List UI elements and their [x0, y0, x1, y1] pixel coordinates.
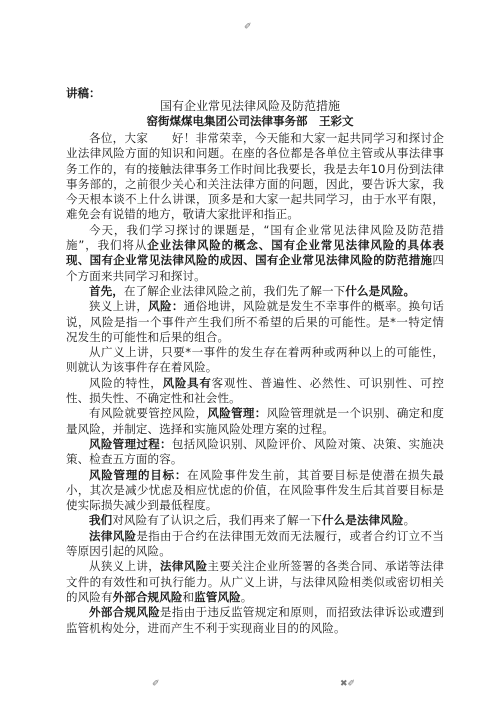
- body-paragraph: [66, 376, 444, 407]
- text-run: 风险管理就是一个识别、确定和度量风险，并制定、选择和实施风险处理方案的过程。: [66, 406, 445, 436]
- text-run: 通俗地讲，风险就是发生不幸事件的概率。换句话说，风险是指一个事件产生我们所不希望的后果的可能性。是*一特定情况发生的可能性和后果的组合。: [66, 299, 445, 344]
- text-run: 各位，大家 好！非常荣幸，今天能和大家一起共同学习和探讨企业法律风险方面的知识和问题。在座的各位都是各单位主管或从事法律事务工作的，有的接触法律事务工作时间比我要长，我是去年10月份到法律事务部的，之前很少关心和关注法律方面的问题，因此，要告诉大家，我今天根本谈不上什么讲课，顶多是和大家一起共同学习，由于水平有限，难免会有说错的地方，敬请大家批评和指正。: [66, 131, 444, 222]
- pencil-icon: ✐: [152, 679, 160, 689]
- lecture-heading: 讲稿：: [66, 86, 101, 100]
- bold-text: 我们: [89, 513, 113, 528]
- body-paragraph: [66, 559, 444, 605]
- body-paragraph: [66, 131, 444, 223]
- text-run: 在风险事件发生前，其首要目标是使潜在损失最小，其次是减少忧虑及相应忧虑的价值，在风险事件发生后其首要目标是使实际损失减少到最低程度。: [66, 467, 445, 513]
- bold-text: 企业法律风险的概念、国有企业常见法律风险的具体表现、国有企业常见法律风险的成因、国有企业常见法律风险的防范措施: [66, 238, 444, 268]
- document-subtitle: 窑街煤煤电集团公司法律事务部 王彩文: [146, 114, 354, 128]
- bold-text: 风险：: [148, 299, 184, 314]
- text-run: 有风险就要管控风险，: [89, 406, 208, 421]
- text-run: 客观性、普遍性、必然性、可识别性、可控性、损失性、不确定性和社会性。: [66, 375, 444, 406]
- body-paragraph: [66, 299, 444, 345]
- text-run: 在了解企业法律风险之前，我们先了解一下: [123, 283, 346, 298]
- pencil-icon: ✐: [244, 22, 252, 32]
- text-run: 四个方面来共同学习和探讨。: [66, 253, 444, 283]
- bold-text: 风险具有: [162, 375, 212, 390]
- body-paragraph: [66, 437, 444, 468]
- bold-text: 监管风险: [194, 589, 241, 604]
- bold-text: 首先，: [89, 283, 124, 298]
- text-run: 对风险有了认识之后，我们再来了解一下: [112, 513, 323, 528]
- document-title: 国有企业常见法律风险及防范措施: [159, 99, 340, 113]
- text-run: 今天，我们学习探讨的课题是，“国有企业常见法律风险及防范措施”，我们将从: [66, 222, 444, 253]
- text-run: 是指由于违反监管规定和原则，而招致法律诉讼或遭到监管机构处分，进而产生不利于实现商业目的的风险。: [66, 605, 444, 635]
- bold-text: 风险管理过程：: [89, 436, 172, 451]
- body-paragraph: [66, 284, 444, 299]
- bold-text: 外部合规风险: [112, 589, 183, 604]
- bold-text: 法律风险: [160, 559, 208, 574]
- text-run: 和: [182, 589, 195, 604]
- text-run: 从狭义上讲，: [89, 559, 161, 574]
- body-paragraph: [66, 406, 444, 437]
- text-run: 风险的特性，: [89, 375, 163, 390]
- body-paragraph: [66, 468, 444, 514]
- text-run: 。: [240, 589, 253, 604]
- bold-text: 外部合规风险: [89, 605, 161, 620]
- text-run: 狭义上讲，: [89, 299, 149, 314]
- text-run: 主要关注企业所签署的各类合同、承诺等法律文件的有效性和可执行能力。从广义上讲，与法律风险相类似或密切相关的风险有: [66, 559, 444, 604]
- text-run: 从广义上讲，只要*一事件的发生存在着两种或两种以上的可能性，则就认为该事件存在着风险。: [66, 345, 444, 375]
- text-run: 包括风险识别、风险评价、风险对策、决策、实施决策、检查五方面的容。: [66, 436, 444, 467]
- body-paragraph: [66, 605, 444, 636]
- text-run: 是指由于合约在法律围无效而无法履行，或者合约订立不当等原因引起的风险。: [66, 528, 444, 559]
- bold-text: 风险管理的目标：: [89, 467, 188, 482]
- text-run: 。: [403, 513, 416, 528]
- body-paragraph: [66, 223, 444, 284]
- document-body: [66, 131, 444, 636]
- body-paragraph: [66, 345, 444, 376]
- body-paragraph: [66, 529, 444, 560]
- bold-text: 法律风险: [89, 528, 137, 543]
- bold-text: 什么是法律风险: [322, 513, 404, 528]
- bold-text: 风险管理：: [207, 406, 267, 421]
- cross-pencil-icon: ✖✐: [340, 679, 356, 689]
- bold-text: 什么是风险。: [345, 283, 416, 298]
- body-paragraph: [66, 513, 444, 528]
